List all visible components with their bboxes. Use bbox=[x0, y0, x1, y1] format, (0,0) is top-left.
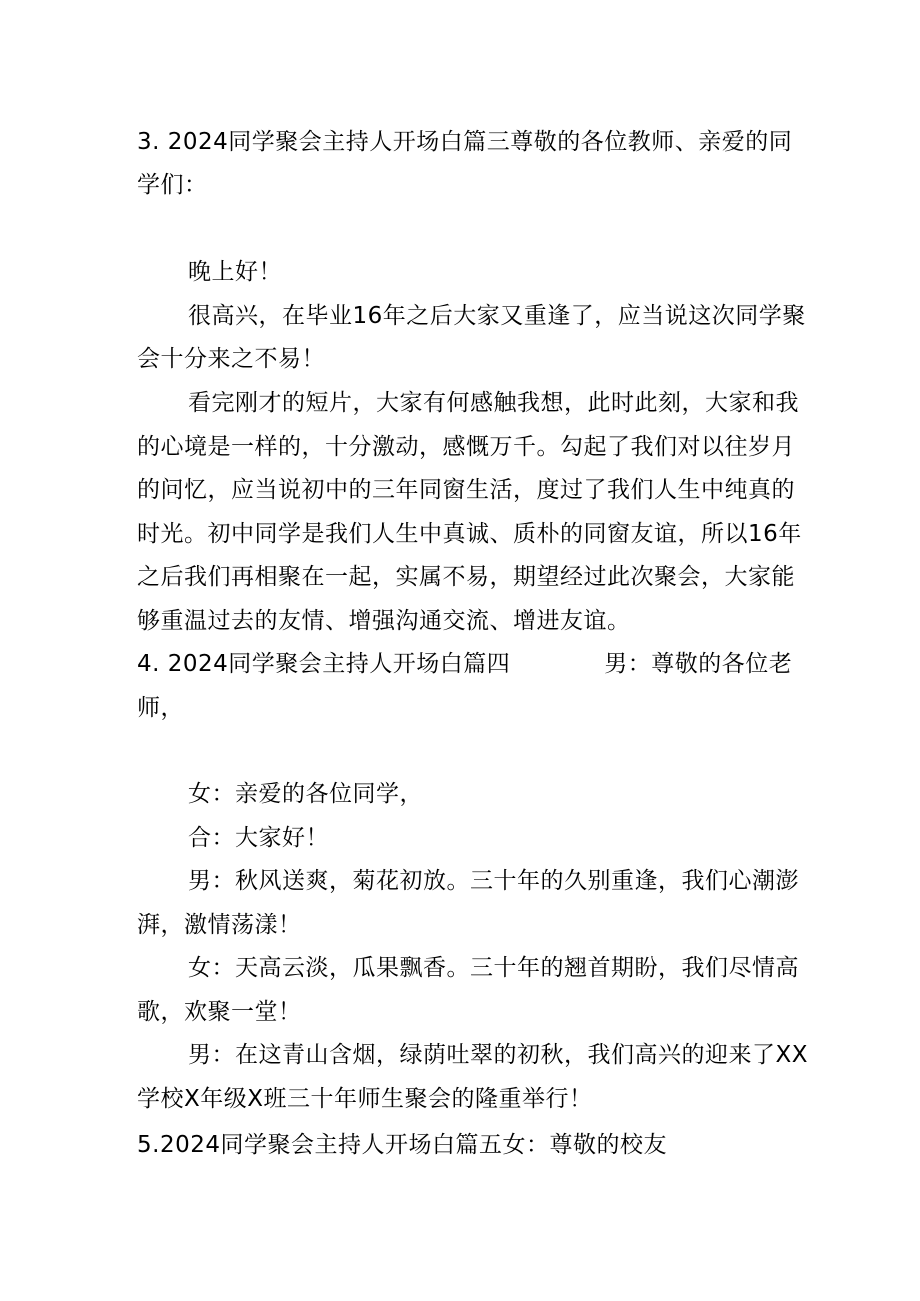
text-line: 之后我们再相聚在一起，实属不易，期望经过此次聚会，大家能 bbox=[137, 564, 795, 590]
text-line: 学校X年级X班三十年师生聚会的隆重举行！ bbox=[137, 1086, 593, 1112]
text-line: 师， bbox=[137, 695, 184, 721]
text-line: 够重温过去的友情、增强沟通交流、增进友谊。 bbox=[137, 608, 631, 634]
text-line: 湃，激情荡漾！ bbox=[137, 912, 302, 938]
text-line: 4. 2024同学聚会主持人开场白篇四 男：尊敬的各位老 bbox=[137, 651, 793, 677]
text-line: 学们： bbox=[137, 172, 208, 198]
text-line: 很高兴，在毕业16年之后大家又重逢了，应当说这次同学聚 bbox=[188, 303, 806, 329]
text-line: 的问忆，应当说初中的三年同窗生活，度过了我们人生中纯真的 bbox=[137, 477, 795, 503]
text-line: 3. 2024同学聚会主持人开场白篇三尊敬的各位教师、亲爱的同 bbox=[137, 129, 793, 155]
text-line: 的心境是一样的，十分激动，感慨万千。勾起了我们对以往岁月 bbox=[137, 434, 795, 460]
text-line: 晚上好！ bbox=[188, 259, 282, 285]
text-line: 会十分来之不易！ bbox=[137, 346, 325, 372]
text-line: 女：亲爱的各位同学， bbox=[188, 781, 423, 807]
text-line: 男：秋风送爽，菊花初放。三十年的久别重逢，我们心潮澎 bbox=[188, 868, 799, 894]
text-line: 歌，欢聚一堂！ bbox=[137, 999, 302, 1025]
text-line: 看完刚才的短片，大家有何感触我想，此时此刻，大家和我 bbox=[188, 390, 799, 416]
text-line: 合：大家好！ bbox=[188, 825, 329, 851]
text-line: 5.2024同学聚会主持人开场白篇五女：尊敬的校友 bbox=[137, 1132, 667, 1158]
text-line: 男：在这青山含烟，绿荫吐翠的初秋，我们高兴的迎来了XX bbox=[188, 1042, 809, 1068]
text-line: 时光。初中同学是我们人生中真诚、质朴的同窗友谊，所以16年 bbox=[137, 521, 802, 547]
text-line: 女：天高云淡，瓜果飘香。三十年的翘首期盼，我们尽情高 bbox=[188, 955, 799, 981]
